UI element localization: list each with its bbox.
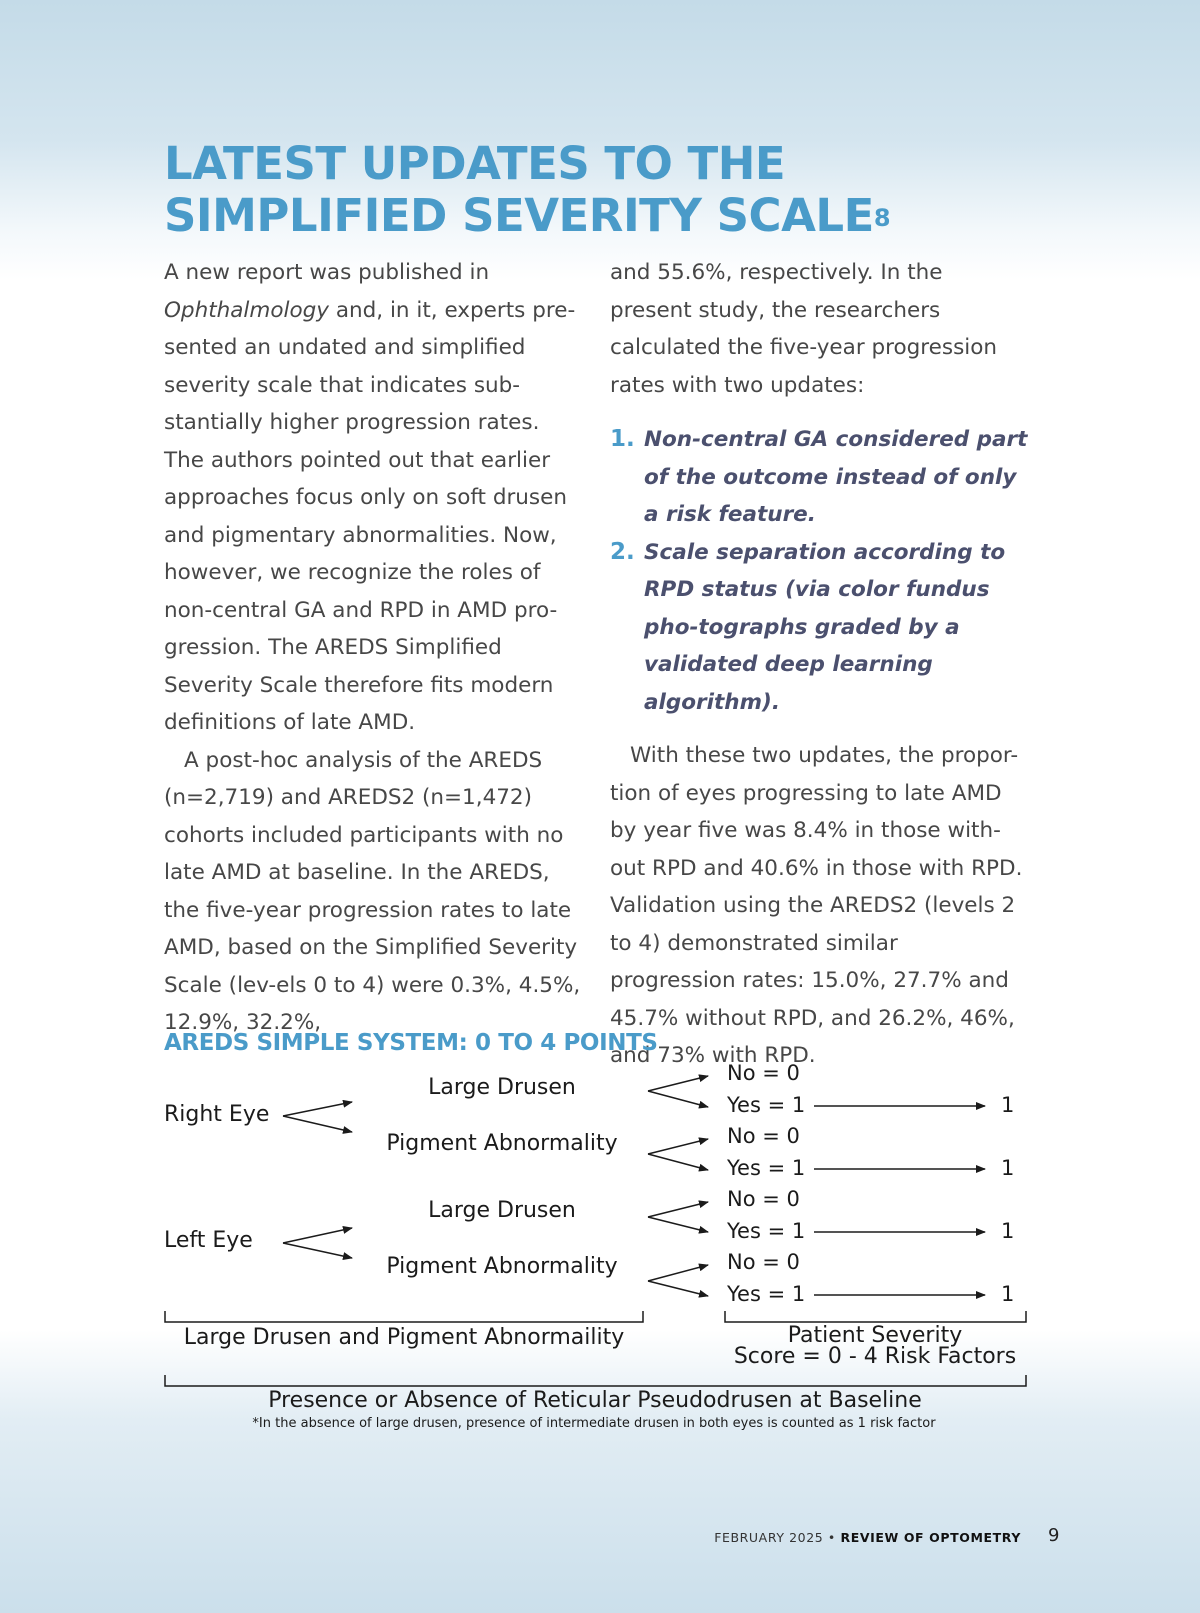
issue-date: FEBRUARY 2025 bbox=[714, 1530, 824, 1545]
right-pigment-label: Pigment Abnormality bbox=[386, 1131, 618, 1156]
left-paragraph-2: A post-hoc analysis of the AREDS (n=2,719) and AREDS2 (n=1,472) cohorts included participants with no late AMD at baseline. In the AREDS, the five-year progression rates to late AMD, based on the Simplified Severity Scale (lev-els 0 to 4) were 0.3%, 4.5%, 12.9%, 32.2%, bbox=[164, 747, 581, 1035]
left-eye-arrow-up bbox=[283, 1228, 352, 1243]
factor-arrow-yes bbox=[648, 1281, 708, 1296]
left-bracket bbox=[165, 1311, 643, 1322]
left-pigment-label: Pigment Abnormality bbox=[386, 1254, 618, 1279]
figure-footnote: *In the absence of large drusen, presence of intermediate drusen in both eyes is counted as 1 risk factor bbox=[252, 1416, 936, 1431]
title-reference-superscript: 8 bbox=[873, 204, 891, 232]
factor-arrow-yes bbox=[648, 1091, 708, 1107]
right-eye-arrow-up bbox=[283, 1102, 352, 1116]
figure-title: AREDS SIMPLE SYSTEM: 0 TO 4 POINTS bbox=[164, 1030, 658, 1056]
list-number: 1. bbox=[610, 426, 635, 452]
factor-arrow-no bbox=[648, 1202, 708, 1217]
left-eye-label: Left Eye bbox=[164, 1228, 253, 1253]
right-bracket-label-2: Score = 0 - 4 Risk Factors bbox=[733, 1344, 1017, 1369]
yes-score-label: Yes = 1 bbox=[727, 1282, 806, 1306]
left-large-drusen-label: Large Drusen bbox=[428, 1198, 576, 1223]
bottom-bracket-label: Presence or Absence of Reticular Pseudodrusen at Baseline bbox=[268, 1388, 922, 1413]
no-score-label: No = 0 bbox=[727, 1187, 800, 1211]
left-eye-arrow-down bbox=[283, 1243, 352, 1258]
risk-point-value: 1 bbox=[1001, 1219, 1015, 1243]
right-large-drusen-label: Large Drusen bbox=[428, 1075, 576, 1100]
no-score-label: No = 0 bbox=[727, 1124, 800, 1148]
no-score-label: No = 0 bbox=[727, 1250, 800, 1274]
left-p1-body: and, in it, experts pre-sented an undated and simplified severity scale that indicates sub-stantially higher progression rates. The authors pointed out that earlier approaches focus only on soft drusen and pigmentary abnormalities. Now, however, we recognize the roles of non-central GA and RPD in AMD pro-gression. The AREDS Simplified Severity Scale therefore fits modern definitions of late AMD. bbox=[164, 297, 576, 735]
factor-arrow-no bbox=[648, 1139, 708, 1154]
page-number: 9 bbox=[1048, 1525, 1060, 1546]
factor-arrow-yes bbox=[648, 1154, 708, 1170]
yes-score-label: Yes = 1 bbox=[727, 1156, 806, 1180]
risk-point-value: 1 bbox=[1001, 1156, 1015, 1180]
right-eye-arrow-down bbox=[283, 1116, 352, 1132]
publication-name: REVIEW OF OPTOMETRY bbox=[840, 1530, 1021, 1545]
right-eye-label: Right Eye bbox=[164, 1102, 270, 1127]
bottom-bracket bbox=[165, 1375, 1026, 1386]
right-paragraph-2: With these two updates, the propor-tion of eyes progressing to late AMD by year five was 8.4% in those with-out RPD and 40.6% in those with RPD. Validation using the AREDS2 (levels 2 to 4) demonstrated similar progression rates: 15.0%, 27.7% and 45.7% without RPD, and 26.2%, 46%, and 73% with RPD. bbox=[610, 743, 1023, 1068]
yes-score-label: Yes = 1 bbox=[727, 1093, 806, 1117]
journal-name: Ophthalmology bbox=[164, 297, 329, 323]
left-p1-intro: A new report was published in bbox=[164, 260, 490, 285]
right-bracket-label-1: Patient Severity bbox=[787, 1323, 963, 1348]
factor-arrow-no bbox=[648, 1076, 708, 1091]
right-bracket bbox=[725, 1311, 1026, 1322]
yes-score-label: Yes = 1 bbox=[727, 1219, 806, 1243]
list-item-text: Non-central GA considered part of the outcome instead of only a risk feature. bbox=[644, 427, 1028, 527]
article-title-text: LATEST UPDATES TO THE SIMPLIFIED SEVERITY SCALE bbox=[164, 137, 874, 242]
right-paragraph-1: and 55.6%, respectively. In the present study, the researchers calculated the five-year progression rates with two updates: bbox=[610, 260, 998, 398]
factor-arrow-yes bbox=[648, 1217, 708, 1232]
list-item-text: Scale separation according to RPD status (via color fundus pho-tographs graded by a validated deep learning algorithm). bbox=[644, 539, 1006, 715]
factor-arrow-no bbox=[648, 1265, 708, 1281]
list-number: 2. bbox=[610, 538, 635, 565]
left-bracket-label: Large Drusen and Pigment Abnormaility bbox=[183, 1325, 625, 1350]
risk-point-value: 1 bbox=[1001, 1093, 1015, 1117]
footer-separator: • bbox=[823, 1530, 841, 1545]
risk-point-value: 1 bbox=[1001, 1282, 1015, 1306]
page-footer bbox=[714, 1530, 1021, 1545]
no-score-label: No = 0 bbox=[727, 1061, 800, 1085]
